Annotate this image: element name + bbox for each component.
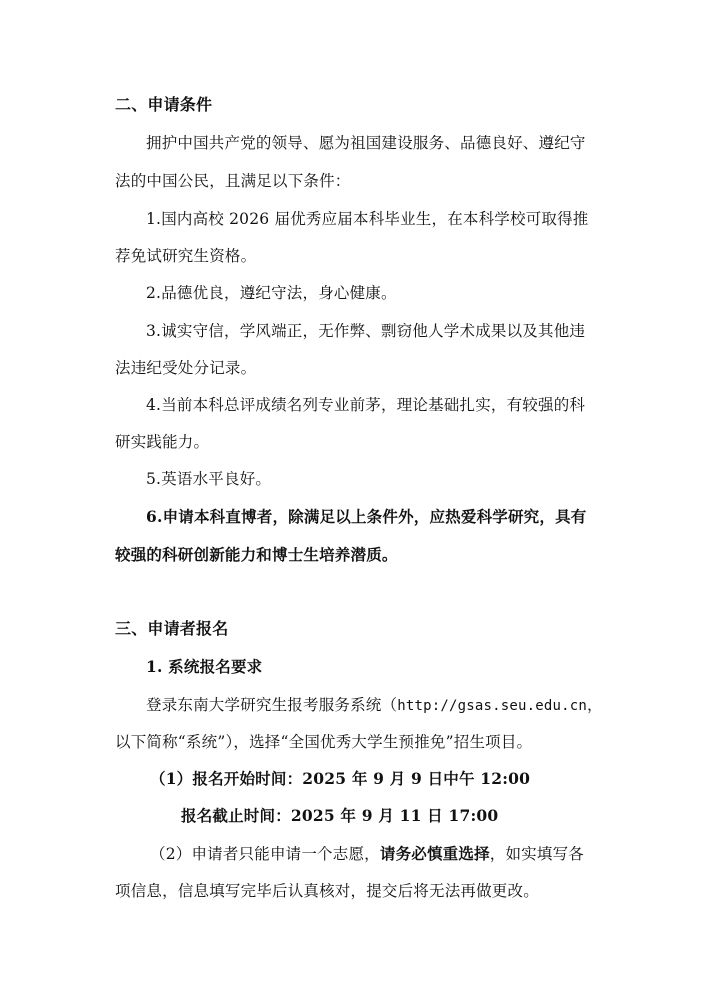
condition-1-line-1: 1.国内高校 2026 届优秀应届本科毕业生，在本科学校可取得推 [146, 210, 589, 228]
registration-text-prefix: 登录东南大学研究生报考服务系统（ [146, 696, 398, 714]
registration-start-time: （1）报名开始时间：2025 年 9 月 9 日中午 12:00 [150, 769, 531, 788]
single-choice-text-a: （2）申请者只能申请一个志愿， [150, 845, 380, 863]
condition-3-line-2: 法违纪受处分记录。 [115, 359, 257, 377]
registration-paragraph-line-2: 以下简称“系统”），选择“全国优秀大学生预推免”招生项目。 [115, 733, 533, 751]
intro-line-1: 拥护中国共产党的领导、愿为祖国建设服务、品德良好、遵纪守 [146, 134, 586, 152]
condition-6-line-2: 较强的科研创新能力和博士生培养潜质。 [115, 545, 398, 564]
intro-line-2: 法的中国公民，且满足以下条件： [115, 172, 351, 190]
condition-2-line-1: 2.品德优良，遵纪守法，身心健康。 [146, 284, 397, 302]
condition-3-line-1: 3.诚实守信，学风端正，无作弊、剽窃他人学术成果以及其他违 [146, 322, 586, 340]
condition-1-line-2: 荐免试研究生资格。 [115, 247, 257, 265]
section-heading-application-conditions: 二、申请条件 [115, 95, 213, 114]
condition-4-line-1: 4.当前本科总评成绩名列专业前茅，理论基础扎实，有较强的科 [146, 396, 586, 414]
section-heading-applicant-registration: 三、申请者报名 [115, 619, 229, 638]
registration-system-url: http://gsas.seu.edu.cn [397, 698, 588, 714]
condition-6-line-1: 6.申请本科直博者，除满足以上条件外，应热爱科学研究，具有 [146, 507, 587, 526]
condition-4-line-2: 研实践能力。 [115, 433, 210, 451]
condition-5-line-1: 5.英语水平良好。 [146, 470, 272, 488]
subsection-heading-system-registration: 1. 系统报名要求 [146, 657, 263, 676]
single-choice-emphasis: 请务必慎重选择 [379, 844, 490, 863]
single-choice-paragraph-line-2: 项信息，信息填写完毕后认真核对，提交后将无法再做更改。 [115, 882, 539, 900]
registration-end-time: 报名截止时间：2025 年 9 月 11 日 17:00 [181, 806, 499, 825]
single-choice-paragraph-line-1 [150, 844, 584, 864]
registration-paragraph-line-1 [146, 695, 603, 716]
single-choice-text-b: ，如实填写各 [489, 845, 584, 863]
registration-text-suffix: ， [587, 696, 603, 714]
